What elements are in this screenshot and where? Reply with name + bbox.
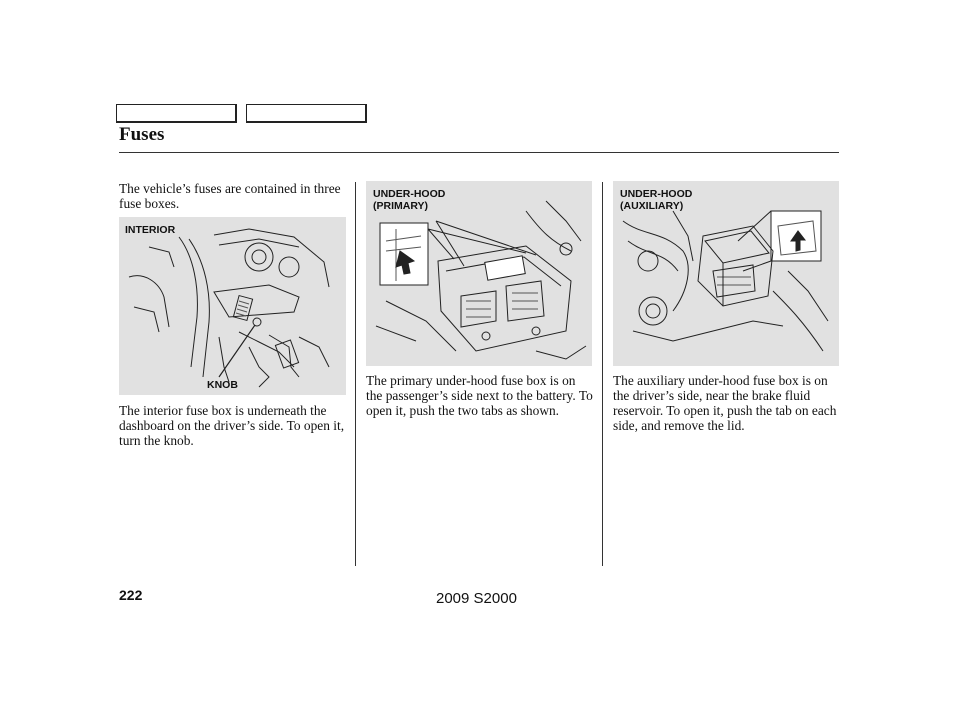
auxiliary-label: UNDER-HOOD (AUXILIARY)	[620, 188, 693, 212]
page-title: Fuses	[119, 124, 165, 145]
header-tab-box-1	[116, 104, 237, 123]
interior-label: INTERIOR	[125, 224, 176, 236]
title-rule	[119, 152, 839, 153]
auxiliary-description: The auxiliary under-hood fuse box is on the driver’s side, near the brake fluid reservoir. To open it, push the tab on each side, and remove the lid.	[613, 373, 837, 433]
primary-under-hood-illustration	[366, 181, 592, 366]
interior-description: The interior fuse box is underneath the dashboard on the driver’s side. To open it, turn the knob.	[119, 403, 345, 448]
page-number: 222	[119, 587, 143, 603]
footer-model: 2009 S2000	[436, 590, 517, 607]
primary-label: UNDER-HOOD (PRIMARY)	[373, 188, 446, 212]
interior-fuse-box-illustration	[119, 217, 346, 395]
column-divider-2	[602, 182, 603, 566]
auxiliary-under-hood-illustration	[613, 181, 839, 366]
column-divider-1	[355, 182, 356, 566]
primary-description: The primary under-hood fuse box is on the passenger’s side next to the battery. To open it, push the two tabs as shown.	[366, 373, 593, 418]
intro-text: The vehicle’s fuses are contained in three fuse boxes.	[119, 181, 341, 211]
header-tab-box-2	[246, 104, 367, 123]
knob-label: KNOB	[207, 379, 238, 391]
